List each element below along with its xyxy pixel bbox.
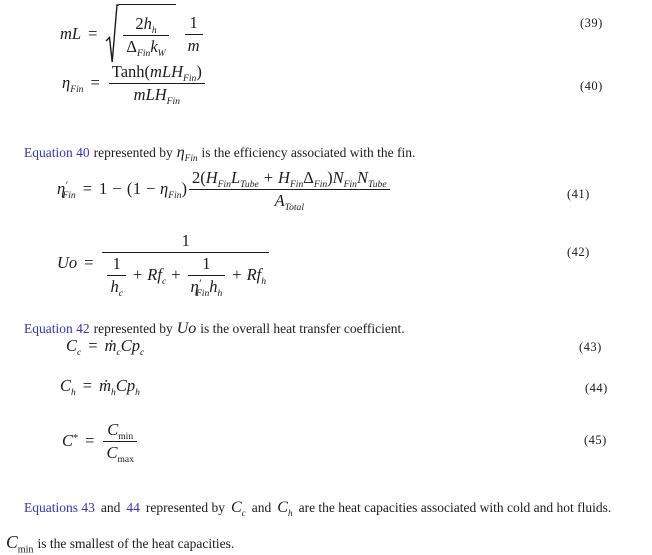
mass-flow-term (99, 376, 116, 399)
eq41-lhs (57, 180, 76, 199)
subscript: h (71, 387, 76, 399)
close-paren: ) (181, 178, 187, 198)
variable: h (143, 14, 152, 34)
subscript: h (287, 508, 293, 519)
variable: H (278, 168, 290, 187)
variable: mLH (150, 62, 184, 81)
text: represented by (145, 499, 225, 515)
mass-flow-term (104, 336, 121, 359)
eq41-denominator (272, 191, 307, 211)
eq40-denominator (131, 85, 183, 105)
equations-43-link[interactable]: Equations 43 (24, 499, 95, 515)
eq41-fraction (189, 168, 390, 211)
coefficient: 2 (135, 14, 144, 34)
eq41-prefix: 1 − (1 − (99, 178, 157, 198)
inline-eta-fin (177, 144, 198, 162)
inverse-hc-fraction (107, 254, 126, 297)
text: is the overall heat transfer coefficient. (200, 320, 405, 336)
equation-42-link[interactable]: Equation 42 (24, 320, 90, 336)
eta-symbol: η (160, 178, 169, 198)
equation-39 (60, 4, 205, 64)
equals-sign: = (82, 376, 93, 395)
eta-symbol: η (62, 72, 71, 92)
fraction-bar (109, 83, 205, 84)
subscript: W (157, 48, 166, 60)
subscript: c (241, 508, 246, 519)
equals-sign: = (90, 72, 100, 92)
equation-41-number: (41) (567, 187, 590, 201)
equation-44-number: (44) (585, 381, 608, 395)
variable: Cp (115, 376, 136, 395)
numerator: 1 (112, 253, 121, 273)
paragraph-cmin-description (6, 532, 238, 553)
subscript: h (261, 276, 267, 288)
variable: N (332, 168, 344, 187)
prime-mark: ′ (198, 277, 201, 289)
eta-symbol: η (57, 178, 66, 198)
subscript: Fin (184, 153, 198, 164)
variable: C (106, 442, 118, 462)
subscript: Tube (367, 179, 387, 191)
paragraph-eq43-44-description (24, 499, 617, 517)
eq40-fraction (109, 62, 205, 105)
subscript: Fin (70, 83, 84, 95)
text: is the efficiency associated with the fin. (201, 144, 416, 160)
text: represented by (93, 320, 173, 336)
subscript: c (140, 347, 145, 359)
subscript: h (217, 287, 223, 299)
fraction-bar (102, 252, 269, 253)
fraction-bar (188, 275, 226, 276)
subscript: Tube (240, 179, 259, 191)
subscript: c (77, 347, 82, 359)
inline-uo: Uo (176, 319, 197, 337)
eq39-square-root (105, 4, 175, 64)
plus-sign: + (263, 168, 274, 187)
variable: L (230, 168, 241, 187)
equation-45 (62, 420, 139, 463)
eq40-lhs (62, 74, 83, 93)
eq39-inner-fraction (123, 14, 168, 60)
subscript: Total (284, 201, 304, 213)
subscript: Fin (289, 179, 304, 191)
equation-42 (57, 231, 271, 299)
rf-hot-term (246, 265, 267, 288)
equation-40-number: (40) (580, 79, 603, 93)
denominator (107, 277, 126, 297)
variable: C (230, 498, 242, 516)
eq40-numerator (109, 62, 205, 85)
equation-42-number: (42) (567, 245, 590, 259)
subscript: min (118, 431, 134, 443)
plus-sign: + (171, 265, 181, 285)
eq39-outer-denominator: m (187, 35, 200, 55)
numerator: 1 (202, 253, 211, 273)
eq39-outer-numerator: 1 (189, 12, 198, 32)
eq45-fraction (103, 420, 136, 463)
rf-cold-term (147, 265, 167, 288)
cp-term (120, 336, 145, 359)
inverse-eta-hh-fraction (188, 254, 226, 297)
eq39-lhs: mL (60, 23, 82, 43)
text: are the heat capacities associated with cold and hot fluids. (298, 499, 612, 515)
subscript: Fin (62, 189, 76, 201)
equation-40-link[interactable]: Equation 40 (24, 144, 90, 160)
eq39-denominator (123, 37, 168, 60)
text: represented by (93, 144, 173, 160)
delta-symbol: Δ (126, 37, 138, 56)
eta-fin-term (160, 180, 181, 199)
delta-symbol: Δ (303, 168, 314, 187)
eq39-numerator (132, 14, 159, 37)
eq42-numerator: 1 (181, 231, 190, 250)
paragraph-eq42-description (24, 320, 409, 338)
coefficient: 2( (191, 168, 206, 187)
eq45-lhs (62, 432, 78, 451)
m-dot-symbol: ṁ (104, 336, 117, 355)
eq41-numerator (189, 168, 390, 191)
variable: Rf (246, 265, 262, 285)
inline-c-min (6, 532, 33, 553)
subscript: h (135, 387, 140, 399)
subscript: Fin (168, 189, 182, 201)
text: is the smallest of the heat capacities. (37, 535, 235, 551)
eta-symbol: η (176, 143, 185, 161)
variable: H (205, 168, 218, 187)
equals-sign: = (82, 178, 93, 198)
subscript: max (117, 453, 134, 465)
subscript: Fin (195, 287, 210, 299)
eq42-denominator (102, 254, 269, 297)
variable: C (277, 498, 288, 516)
subscript: min (17, 543, 34, 555)
denominator (188, 277, 226, 297)
equation-43 (66, 336, 145, 359)
paragraph-eq40-description (24, 144, 419, 162)
equation-41 (57, 168, 392, 211)
subscript: Fin (217, 179, 231, 191)
variable: C (107, 420, 119, 439)
equation-44 (60, 376, 140, 399)
eq43-lhs (66, 336, 82, 359)
inline-c-cold (231, 499, 246, 517)
equals-sign: = (88, 336, 98, 355)
equals-sign: = (84, 253, 94, 273)
variable: C (6, 531, 18, 552)
subscript: Fin (183, 73, 197, 85)
variable: k (150, 37, 158, 56)
subscript: Fin (137, 48, 151, 60)
m-dot-symbol: ṁ (99, 376, 112, 395)
variable: Rf (147, 265, 162, 285)
subscript: c (116, 347, 121, 359)
subscript: Fin (313, 179, 328, 191)
close-paren: ) (196, 62, 202, 81)
eq39-outer-fraction (185, 13, 203, 56)
variable: h (110, 276, 119, 296)
subscript: c (118, 287, 123, 299)
subscript: h (111, 387, 116, 399)
eq39-radicand (119, 4, 175, 64)
radical-sign-icon (105, 4, 119, 64)
variable: mLH (133, 84, 167, 104)
subscript: c (161, 276, 167, 288)
fraction-bar (107, 275, 126, 276)
cp-term (115, 376, 140, 399)
variable: Cp (120, 336, 141, 355)
variable: C (60, 376, 72, 395)
eta-symbol: η (190, 276, 199, 296)
star-superscript: * (73, 432, 79, 444)
equation-39-number: (39) (580, 16, 603, 30)
subscript: h (151, 25, 157, 37)
eq44-lhs (60, 376, 76, 399)
subscript: Fin (343, 179, 357, 191)
fraction-bar (189, 189, 390, 190)
prime-mark: ′ (65, 180, 68, 192)
text: and (251, 499, 272, 515)
plus-sign: + (232, 265, 242, 285)
fraction-bar (185, 34, 203, 35)
eq42-lhs: Uo (57, 253, 78, 273)
variable: A (274, 190, 285, 210)
subscript: Fin (166, 95, 180, 107)
close-paren: ) (327, 168, 333, 187)
variable: C (66, 336, 78, 355)
eq45-denominator (103, 443, 136, 463)
equation-44-link[interactable]: 44 (126, 499, 140, 515)
variable: N (356, 168, 368, 187)
plus-sign: + (132, 265, 143, 285)
eq42-outer-fraction (102, 231, 269, 299)
equation-43-number: (43) (579, 340, 602, 354)
equals-sign: = (85, 430, 95, 450)
inline-c-hot (277, 499, 292, 517)
equals-sign: = (88, 23, 98, 43)
fraction-bar (123, 35, 168, 36)
equation-40 (62, 62, 207, 105)
eq45-numerator (104, 420, 136, 443)
variable: h (209, 276, 218, 296)
tanh-function: Tanh( (111, 62, 151, 81)
fraction-bar (103, 441, 136, 442)
equation-45-number: (45) (584, 433, 607, 447)
text: and (100, 499, 121, 515)
variable: C (62, 430, 74, 450)
